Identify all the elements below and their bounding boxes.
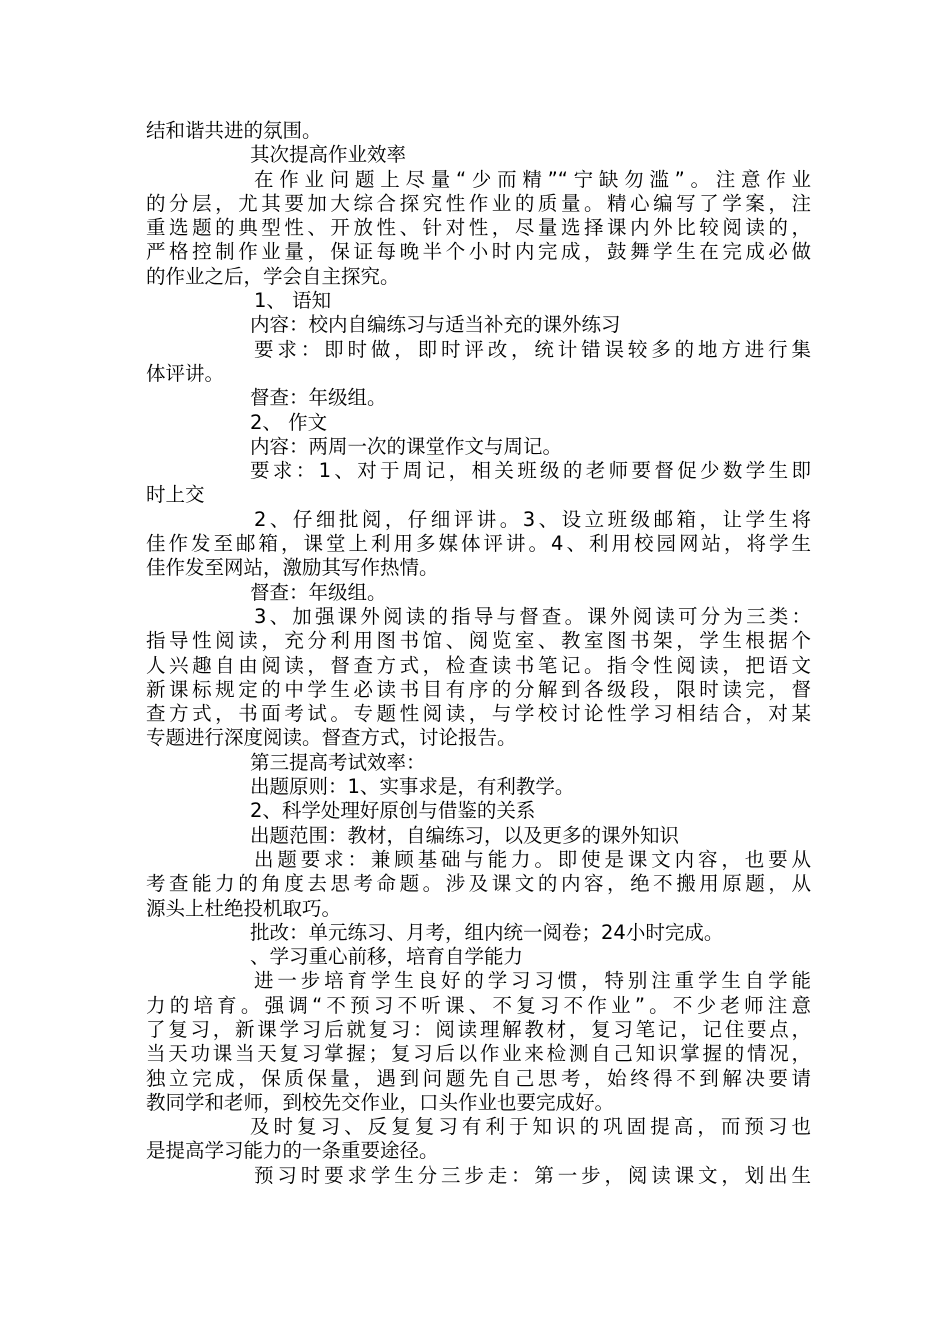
text-line: 查方式，书面考试。专题性阅读，与学校讨论性学习相结合，对某 — [146, 702, 811, 726]
text-line: 出题范围：教材，自编练习，以及更多的课外知识 — [250, 823, 680, 847]
text-line: 考查能力的角度去思考命题。涉及课文的内容，绝不搬用原题，从 — [146, 872, 811, 896]
list-item-heading: 2、 作文 — [250, 410, 328, 434]
text-line: 新课标规定的中学生必读书目有序的分解到各级段，限时读完，督 — [146, 677, 811, 701]
text-line: 的作业之后，学会自主探究。 — [146, 264, 400, 288]
section-heading: 第三提高考试效率： — [250, 750, 426, 774]
section-heading: 其次提高作业效率 — [250, 143, 407, 167]
text-line: 的分层，尤其要加大综合探究性作业的质量。精心编写了学案，注 — [146, 191, 811, 215]
text-line: 时上交 — [146, 483, 205, 507]
text-line: 是提高学习能力的一条重要途径。 — [146, 1139, 439, 1163]
text-line: 3、加强课外阅读的指导与督查。课外阅读可分为三类： — [254, 604, 811, 628]
list-item-heading: 1、 语知 — [254, 289, 332, 313]
text-line: 进一步培育学生良好的学习习惯，特别注重学生自学能 — [254, 969, 811, 993]
text-line: 出题要求：兼顾基础与能力。即使是课文内容，也要从 — [254, 847, 811, 871]
text-line: 指导性阅读，充分利用图书馆、阅览室、教室图书架，学生根据个 — [146, 629, 811, 653]
text-line: 当天功课当天复习掌握；复习后以作业来检测自己知识掌握的情况， — [146, 1042, 811, 1066]
text-line: 内容：两周一次的课堂作文与周记。 — [250, 434, 563, 458]
text-line: 独立完成，保质保量，遇到问题先自己思考，始终得不到解决要请 — [146, 1066, 811, 1090]
text-line: 要求：1、对于周记，相关班级的老师要督促少数学生即 — [250, 459, 811, 483]
text-line: 内容：校内自编练习与适当补充的课外练习 — [250, 313, 621, 337]
text-line: 2、科学处理好原创与借鉴的关系 — [250, 799, 536, 823]
section-heading: 、学习重心前移，培育自学能力 — [250, 945, 524, 969]
text-line: 体评讲。 — [146, 361, 225, 385]
text-line: 批改：单元练习、月考，组内统一阅卷；24小时完成。 — [250, 920, 724, 944]
text-line: 及时复习、反复复习有利于知识的巩固提高，而预习也 — [250, 1115, 811, 1139]
text-line: 2、仔细批阅，仔细评讲。3、设立班级邮箱，让学生将 — [254, 507, 811, 531]
text-line: 督查：年级组。 — [250, 580, 387, 604]
text-line: 力的培育。强调“不预习不听课、不复习不作业”。不少老师注意 — [146, 993, 811, 1017]
text-line: 重选题的典型性、开放性、针对性，尽量选择课内外比较阅读的， — [146, 216, 811, 240]
text-line: 源头上杜绝投机取巧。 — [146, 896, 342, 920]
text-line: 在作业问题上尽量“少而精”“宁缺勿滥”。注意作业 — [254, 167, 811, 191]
text-line: 预习时要求学生分三步走：第一步，阅读课文，划出生 — [254, 1163, 811, 1187]
text-line: 出题原则：1、实事求是，有利教学。 — [250, 775, 575, 799]
text-line: 人兴趣自由阅读，督查方式，检查读书笔记。指令性阅读，把语文 — [146, 653, 811, 677]
text-line: 佳作发至邮箱，课堂上利用多媒体评讲。4、利用校园网站，将学生 — [146, 532, 811, 556]
text-line: 了复习，新课学习后就复习：阅读理解教材，复习笔记，记住要点， — [146, 1017, 811, 1041]
text-line: 教同学和老师，到校先交作业，口头作业也要完成好。 — [146, 1090, 615, 1114]
text-line: 结和谐共进的氛围。 — [146, 119, 322, 142]
text-line: 专题进行深度阅读。督查方式，讨论报告。 — [146, 726, 517, 750]
text-line: 佳作发至网站，激励其写作热情。 — [146, 556, 439, 580]
text-line: 督查：年级组。 — [250, 386, 387, 410]
document-body — [146, 119, 811, 1188]
text-line: 严格控制作业量，保证每晚半个小时内完成，鼓舞学生在完成必做 — [146, 240, 811, 264]
text-line: 要求：即时做，即时评改，统计错误较多的地方进行集 — [254, 337, 811, 361]
